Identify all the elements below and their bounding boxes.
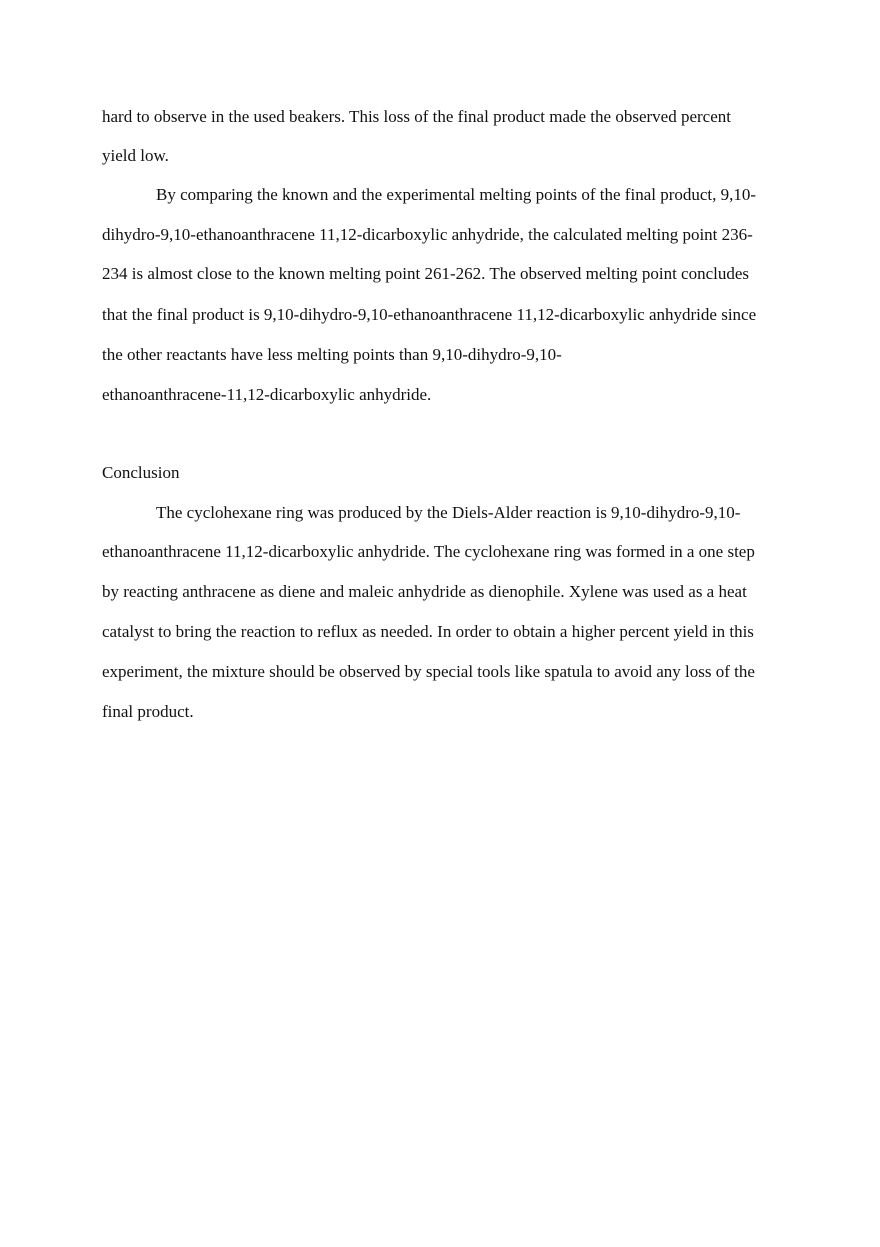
text-line: the other reactants have less melting points than 9,10-dihydro-9,10- — [102, 345, 562, 364]
text-line: ethanoanthracene-11,12-dicarboxylic anhydride. — [102, 385, 432, 404]
text-line: The cyclohexane ring was produced by the Diels-Alder reaction is 9,10-dihydro-9,10- — [156, 503, 741, 522]
text-line: by reacting anthracene as diene and maleic anhydride as dienophile. Xylene was used as a heat — [102, 582, 747, 601]
text-line: By comparing the known and the experimental melting points of the final product, 9,10- — [156, 185, 757, 204]
text-line: dihydro-9,10-ethanoanthracene 11,12-dicarboxylic anhydride, the calculated melting point 236- — [102, 225, 753, 244]
text-line: yield low. — [102, 146, 169, 165]
text-line: 234 is almost close to the known melting point 261-262. The observed melting point concludes — [102, 264, 750, 283]
text-line: experiment, the mixture should be observed by special tools like spatula to avoid any loss of the — [102, 662, 755, 681]
text-line: ethanoanthracene 11,12-dicarboxylic anhydride. The cyclohexane ring was formed in a one step — [102, 542, 755, 561]
text-line: that the final product is 9,10-dihydro-9,10-ethanoanthracene 11,12-dicarboxylic anhydride since — [102, 305, 757, 324]
text-line: hard to observe in the used beakers. This loss of the final product made the observed percent — [102, 107, 731, 126]
text-line: final product. — [102, 702, 194, 721]
conclusion-heading: Conclusion — [102, 463, 180, 482]
text-line: catalyst to bring the reaction to reflux as needed. In order to obtain a higher percent yield in this — [102, 622, 754, 641]
